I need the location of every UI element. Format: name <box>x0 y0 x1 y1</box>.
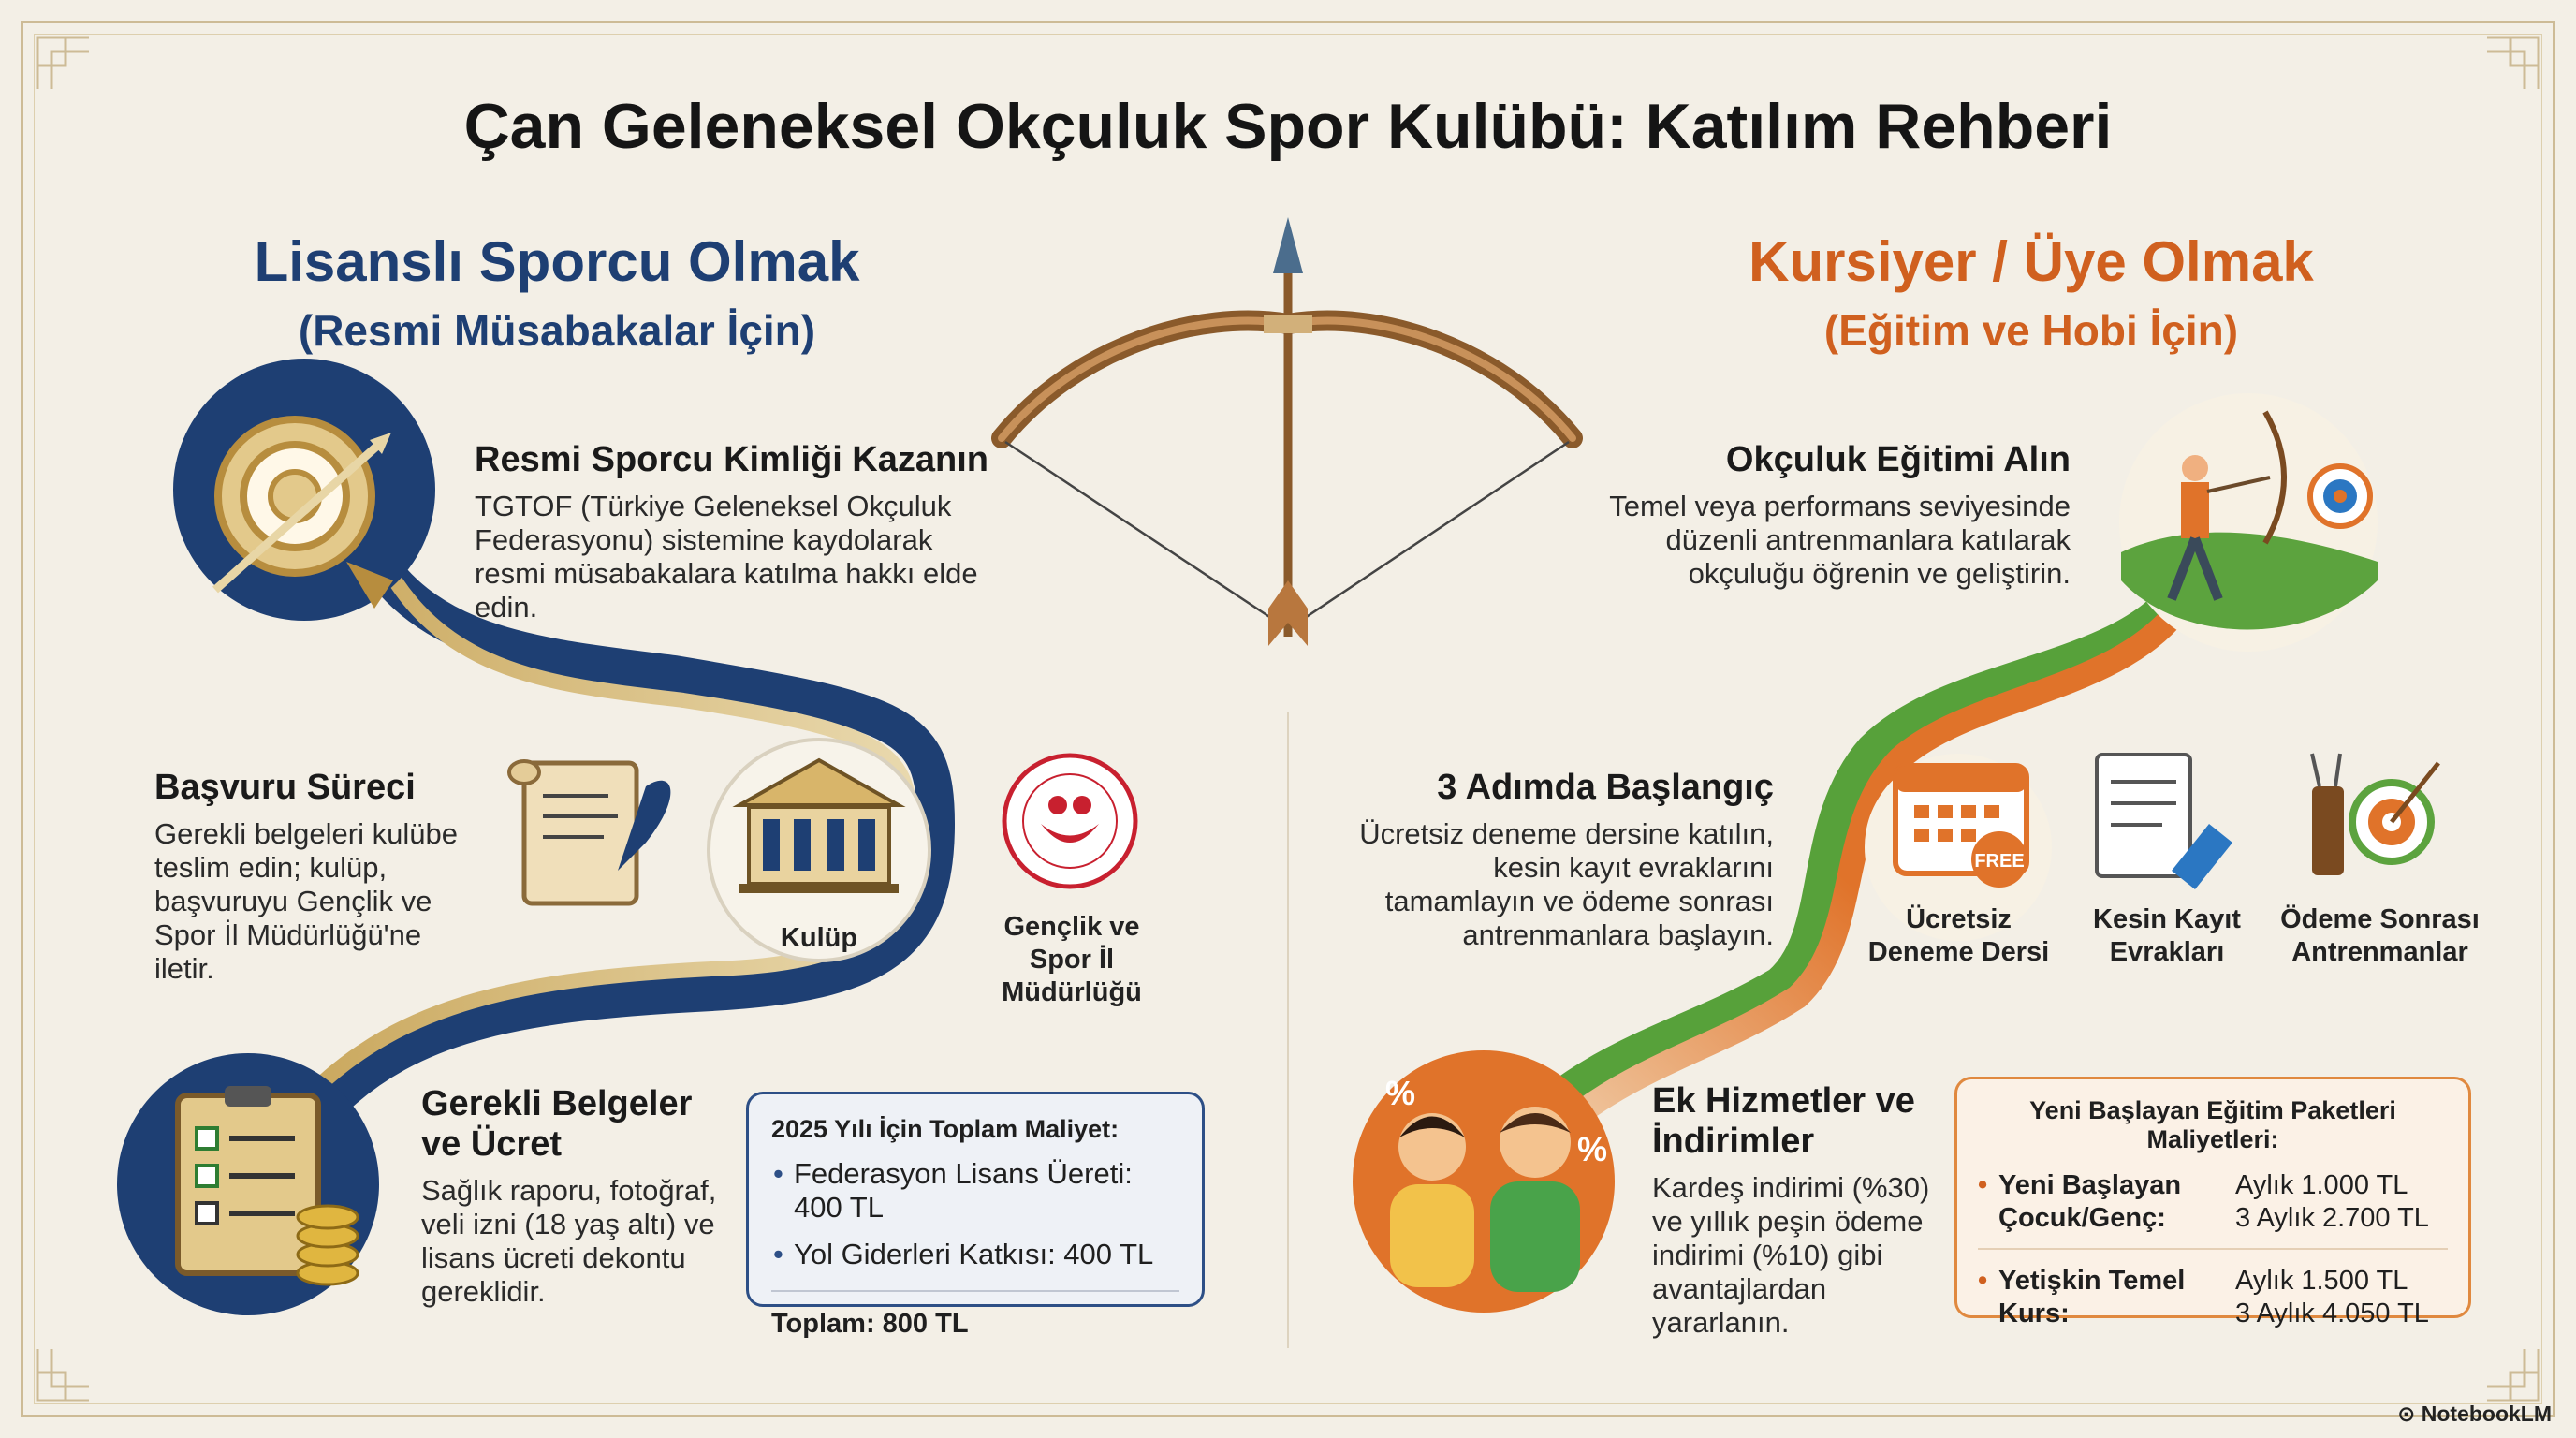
target-medal-icon <box>173 359 435 621</box>
percent-icon: % <box>1577 1130 1608 1168</box>
brand-label: NotebookLM <box>2421 1401 2552 1426</box>
left-cost-item: • Yol Giderleri Katkısı: 400 TL <box>771 1238 1179 1271</box>
right-heading-main: Kursiyer / Üye Olmak <box>1749 230 2314 293</box>
right-heading <box>1722 229 2340 356</box>
left-heading-sub: (Resmi Müsabakalar İçin) <box>298 306 816 355</box>
right-step-3 <box>1652 1081 1933 1340</box>
left-step-3-title: Gerekli Belgeler ve Ücret <box>421 1084 693 1164</box>
left-cost-divider <box>771 1290 1179 1292</box>
mini-step-training: Ödeme Sonrası Antrenmanlar <box>2280 904 2480 967</box>
right-step-1 <box>1582 440 2071 591</box>
left-step-1-text: TGTOF (Türkiye Geleneksel Okçuluk Federasyonu) sistemine kaydolarak resmi müsabakalara katılma hakkı elde edin. <box>475 490 978 624</box>
right-heading-sub: (Eğitim ve Hobi İçin) <box>1823 306 2239 355</box>
quiver-target-icon <box>2312 754 2438 875</box>
right-step-3-text: Kardeş indirimi (%30) ve yıllık peşin ödeme indirimi (%10) gibi avantajlardan yararlanın. <box>1652 1171 1930 1339</box>
left-step-3-text: Sağlık raporu, fotoğraf, veli izni (18 yaş altı) ve lisans ücreti dekontu gereklidir. <box>421 1174 717 1308</box>
right-step-3-title: Ek Hizmetler ve İndirimler <box>1652 1081 1915 1161</box>
right-packages-box <box>1954 1077 2471 1328</box>
notebooklm-brand <box>2397 1401 2552 1427</box>
package-price-monthly: Aylık 1.000 TL <box>2235 1170 2408 1200</box>
package-price-quarterly: 3 Aylık 2.700 TL <box>2235 1203 2429 1233</box>
right-step-2-title: 3 Adımda Başlangıç <box>1437 768 1774 807</box>
package-prices <box>2235 1169 2429 1235</box>
free-badge: FREE <box>1974 851 2025 872</box>
left-heading <box>248 229 866 356</box>
left-step-3 <box>421 1084 730 1309</box>
contract-signing-icon <box>2097 755 2232 889</box>
center-divider <box>1287 712 1289 1348</box>
left-heading-main: Lisanslı Sporcu Olmak <box>254 230 860 293</box>
right-step-1-text: Temel veya performans seviyesinde düzenli antrenmanlara katılarak okçuluğu öğrenin ve geliştirin. <box>1609 490 2071 590</box>
page-title: Çan Geleneksel Okçuluk Spor Kulübü: Katılım Rehberi <box>463 91 2113 162</box>
scroll-document-icon <box>509 761 670 903</box>
right-step-2 <box>1348 768 1774 952</box>
bow-and-arrow-icon <box>1002 217 1573 646</box>
left-cost-total: Toplam: 800 TL <box>771 1308 969 1339</box>
mini-step-registration: Kesin Kayıt Evrakları <box>2093 904 2241 967</box>
package-row <box>1978 1169 2448 1235</box>
package-price-quarterly: 3 Aylık 4.050 TL <box>2235 1298 2429 1328</box>
archer-icon <box>2119 393 2378 652</box>
clipboard-checklist-icon <box>117 1053 379 1315</box>
right-step-2-text: Ücretsiz deneme dersine katılın, kesin kayıt evraklarını tamamlayın ve ödeme sonrası antrenmanlara başlayın. <box>1359 817 1774 951</box>
left-step-1-title: Resmi Sporcu Kimliği Kazanın <box>475 440 988 479</box>
packages-divider <box>1978 1248 2448 1250</box>
percent-icon: % <box>1385 1074 1416 1112</box>
ministry-seal-icon <box>1004 756 1135 887</box>
mini-step-trial: Ücretsiz Deneme Dersi <box>1867 904 2050 967</box>
left-cost-title: 2025 Yılı İçin Toplam Maliyet: <box>771 1115 1120 1143</box>
left-step-2-text: Gerekli belgeleri kulübe teslim edin; kulüp, başvuruyu Gençlik ve Spor İl Müdürlüğü'ne iletir. <box>154 817 458 985</box>
packages-title: Yeni Başlayan Eğitim Paketleri Maliyetleri: <box>2029 1096 2396 1153</box>
left-step-2 <box>154 768 477 986</box>
club-label: Kulüp <box>780 923 858 953</box>
left-step-2-title: Başvuru Süreci <box>154 768 416 807</box>
package-name: • Yeni Başlayan Çocuk/Genç: <box>1978 1169 2235 1235</box>
right-step-1-title: Okçuluk Eğitimi Alın <box>1725 440 2071 479</box>
package-name: • Yetişkin Temel Kurs: <box>1978 1265 2235 1330</box>
package-row <box>1978 1265 2448 1330</box>
left-step-1 <box>475 440 1008 624</box>
ministry-label: Gençlik ve Spor İl Müdürlüğü <box>1002 912 1142 1007</box>
package-price-monthly: Aylık 1.500 TL <box>2235 1265 2408 1296</box>
left-cost-item: • Federasyon Lisans Üereti: 400 TL <box>771 1157 1179 1225</box>
notebooklm-logo-icon: ⊙ <box>2397 1401 2422 1426</box>
left-cost-box <box>746 1092 1205 1339</box>
package-prices <box>2235 1265 2429 1330</box>
